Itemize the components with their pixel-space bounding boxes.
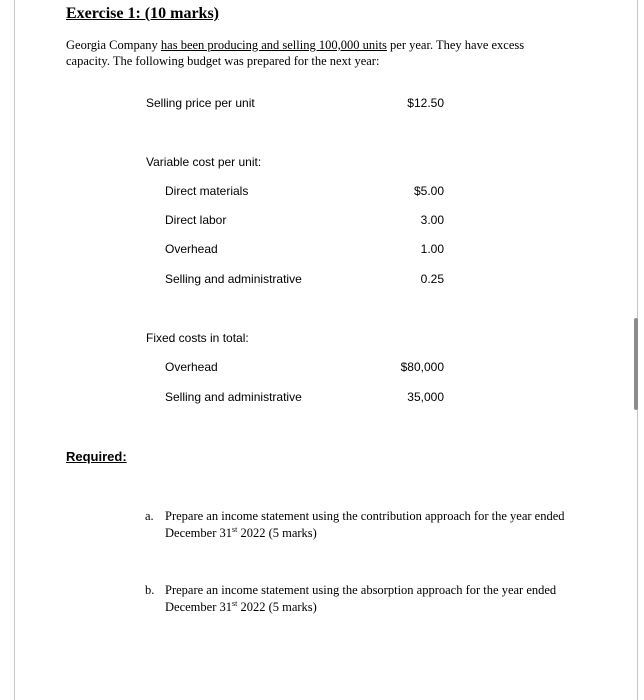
variable-item-value: 1.00	[420, 242, 444, 256]
exercise-title: Exercise 1: (10 marks)	[66, 5, 219, 22]
intro-paragraph	[66, 37, 566, 69]
fixed-item-label: Selling and administrative	[165, 390, 302, 404]
variable-item-label: Overhead	[165, 242, 218, 256]
required-heading: Required:	[66, 449, 127, 464]
selling-price-value: $12.50	[407, 96, 444, 110]
variable-cost-header: Variable cost per unit:	[146, 155, 262, 169]
task-text-after: 2022 (5 marks)	[237, 526, 317, 540]
task-item-a	[145, 508, 585, 542]
variable-item-label: Selling and administrative	[165, 272, 302, 286]
variable-item-value: $5.00	[413, 184, 444, 198]
variable-item-value: 3.00	[420, 213, 444, 227]
task-text	[165, 508, 585, 542]
intro-suffix: per year. They have excess capacity. The following budget was prepared for the next year:	[66, 38, 525, 68]
task-letter: a.	[145, 509, 154, 523]
variable-item-value: 0.25	[420, 272, 444, 286]
task-text-before: Prepare an income statement using the contribution approach for the year ended December 31	[165, 509, 565, 540]
scrollbar-thumb[interactable]	[634, 318, 638, 410]
fixed-cost-header: Fixed costs in total:	[146, 331, 249, 345]
task-letter: b.	[145, 583, 155, 597]
task-text-sup: st	[231, 598, 238, 608]
fixed-item-value: 35,000	[407, 390, 444, 404]
intro-underlined: has been producing and selling 100,000 units	[160, 38, 387, 52]
fixed-item-label: Overhead	[165, 360, 218, 374]
selling-price-label: Selling price per unit	[146, 96, 255, 110]
task-text	[165, 582, 585, 616]
fixed-item-value: $80,000	[400, 360, 444, 374]
task-item-b	[145, 582, 585, 616]
task-text-after: 2022 (5 marks)	[237, 600, 317, 614]
intro-prefix: Georgia Company	[66, 38, 161, 52]
variable-item-label: Direct materials	[165, 184, 249, 198]
task-text-sup: st	[231, 524, 238, 534]
variable-item-label: Direct labor	[165, 213, 227, 227]
task-text-before: Prepare an income statement using the absorption approach for the year ended December 31	[165, 583, 557, 614]
